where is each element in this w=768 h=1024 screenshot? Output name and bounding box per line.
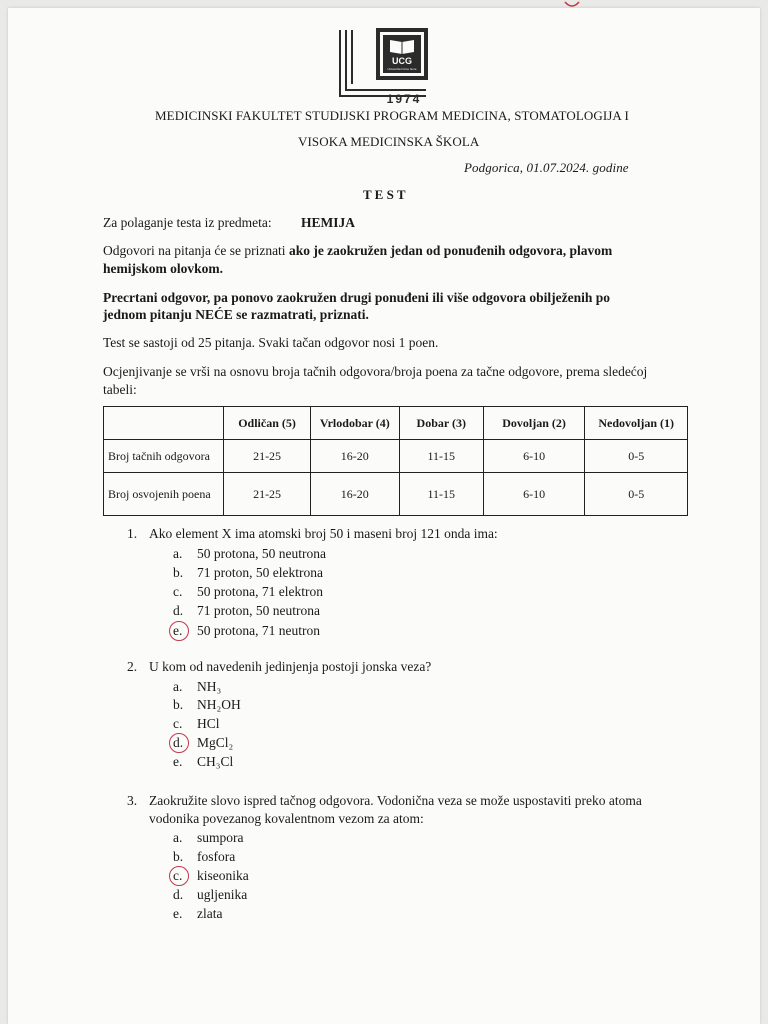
logo-subtext: Univerzitet Crne Gore [387, 67, 417, 71]
instruction-2-b: jednom pitanju NEĆE se razmatrati, priznati. [103, 307, 369, 322]
question-3-option-a[interactable]: sumpora [197, 830, 244, 845]
university-logo [330, 26, 430, 104]
question-2-number: 2. [127, 659, 138, 674]
instruction-4-b: tabeli: [103, 382, 137, 397]
instruction-4-a: Ocjenjivanje se vrši na osnovu broja tačnih odgovora/broja poena za tačne odgovore, prema sledećoj [103, 364, 648, 379]
subject-value: HEMIJA [301, 215, 355, 230]
table-header-cell: Dobar (3) [399, 407, 483, 440]
question-2-option-b[interactable]: NH₂OH [197, 697, 241, 712]
question-1-option-d[interactable]: 71 proton, 50 neutrona [197, 603, 320, 618]
question-3-option-b[interactable]: fosfora [197, 849, 236, 864]
document-page [8, 8, 760, 1024]
instruction-1-b: ako je zaokružen jedan od ponuđenih odgovora, plavom [288, 243, 613, 258]
answer-circle [169, 733, 189, 753]
question-2-text: U kom od navedenih jedinjenja postoji jonska veza? [149, 659, 432, 674]
question-2-option-b-letter[interactable]: b. [173, 697, 184, 712]
question-1-option-e[interactable]: 50 protona, 71 neutron [197, 623, 320, 638]
question-2-option-c[interactable]: HCl [197, 716, 220, 731]
question-1-number: 1. [127, 526, 138, 541]
test-title: T E S T [363, 187, 406, 202]
instruction-1-a: Odgovori na pitanja će se priznati [103, 243, 286, 258]
instruction-3: Test se sastoji od 25 pitanja. Svaki tačan odgovor nosi 1 poen. [103, 335, 439, 350]
question-3-option-b-letter[interactable]: b. [173, 849, 184, 864]
answer-circle [169, 621, 189, 641]
table-cell: 0-5 [585, 440, 688, 473]
table-row [104, 440, 688, 473]
table-header-cell: Vrlodobar (4) [310, 407, 399, 440]
question-1-option-a[interactable]: 50 protona, 50 neutrona [197, 546, 326, 561]
question-1-option-c-letter[interactable]: c. [173, 584, 183, 599]
table-cell: 16-20 [310, 440, 399, 473]
question-1-option-b[interactable]: 71 proton, 50 elektrona [197, 565, 323, 580]
table-cell: 16-20 [310, 473, 399, 516]
table-cell: 6-10 [483, 473, 585, 516]
grade-table [103, 406, 688, 516]
red-pen-mark [563, 0, 581, 10]
question-2-option-e-letter[interactable]: e. [173, 754, 183, 769]
table-cell: 11-15 [399, 440, 483, 473]
instruction-2-a: Precrtani odgovor, pa ponovo zaokružen drugi ponuđeni ili više odgovora obilježenih po [103, 290, 611, 305]
question-1-option-a-letter[interactable]: a. [173, 546, 183, 561]
header-line-1: MEDICINSKI FAKULTET STUDIJSKI PROGRAM MEDICINA, STOMATOLOGIJA I [155, 108, 629, 123]
instruction-1-line-1 [103, 242, 612, 260]
table-header-cell [104, 407, 224, 440]
answer-circle [169, 866, 189, 886]
table-cell: 11-15 [399, 473, 483, 516]
logo-text: UCG [392, 56, 412, 66]
table-row [104, 473, 688, 516]
table-header-cell: Dovoljan (2) [483, 407, 585, 440]
question-2-option-a-letter[interactable]: a. [173, 679, 183, 694]
question-2-option-d[interactable]: MgCl₂ [197, 735, 234, 750]
question-3-option-c-letter[interactable]: c. [173, 868, 183, 883]
question-3-option-a-letter[interactable]: a. [173, 830, 183, 845]
question-1-option-d-letter[interactable]: d. [173, 603, 184, 618]
question-3-option-d-letter[interactable]: d. [173, 887, 184, 902]
question-3-option-c[interactable]: kiseonika [197, 868, 249, 883]
table-row-label: Broj osvojenih poena [104, 473, 224, 516]
header-line-2: VISOKA MEDICINSKA ŠKOLA [298, 134, 480, 149]
question-2-option-e[interactable]: CH₃Cl [197, 754, 234, 769]
place-date: Podgorica, 01.07.2024. godine [464, 160, 629, 175]
question-3-option-e-letter[interactable]: e. [173, 906, 183, 921]
question-3-option-e[interactable]: zlata [197, 906, 223, 921]
question-2-option-a[interactable]: NH₃ [197, 679, 222, 694]
question-1-option-e-letter[interactable]: e. [173, 623, 183, 638]
table-header-cell: Nedovoljan (1) [585, 407, 688, 440]
table-row-label: Broj tačnih odgovora [104, 440, 224, 473]
grade-table-header [104, 407, 688, 440]
table-cell: 0-5 [585, 473, 688, 516]
question-2-option-d-letter[interactable]: d. [173, 735, 184, 750]
question-1-option-b-letter[interactable]: b. [173, 565, 184, 580]
question-3-text-line-2: vodonika povezanog kovalentnom vezom za atom: [149, 811, 424, 826]
question-1-option-c[interactable]: 50 protona, 71 elektron [197, 584, 323, 599]
question-3-number: 3. [127, 793, 138, 808]
instruction-1-c: hemijskom olovkom. [103, 261, 224, 276]
question-3-option-d[interactable]: ugljenika [197, 887, 248, 902]
subject-label: Za polaganje testa iz predmeta: [103, 215, 272, 230]
table-cell: 6-10 [483, 440, 585, 473]
logo-year: 1974 [386, 92, 422, 104]
table-cell: 21-25 [224, 473, 310, 516]
question-1-text: Ako element X ima atomski broj 50 i maseni broj 121 onda ima: [149, 526, 498, 541]
question-2-option-c-letter[interactable]: c. [173, 716, 183, 731]
table-cell: 21-25 [224, 440, 310, 473]
question-3-text-line-1: Zaokružite slovo ispred tačnog odgovora. Vodonična veza se može uspostaviti preko atoma [149, 793, 642, 808]
table-header-cell: Odličan (5) [224, 407, 310, 440]
